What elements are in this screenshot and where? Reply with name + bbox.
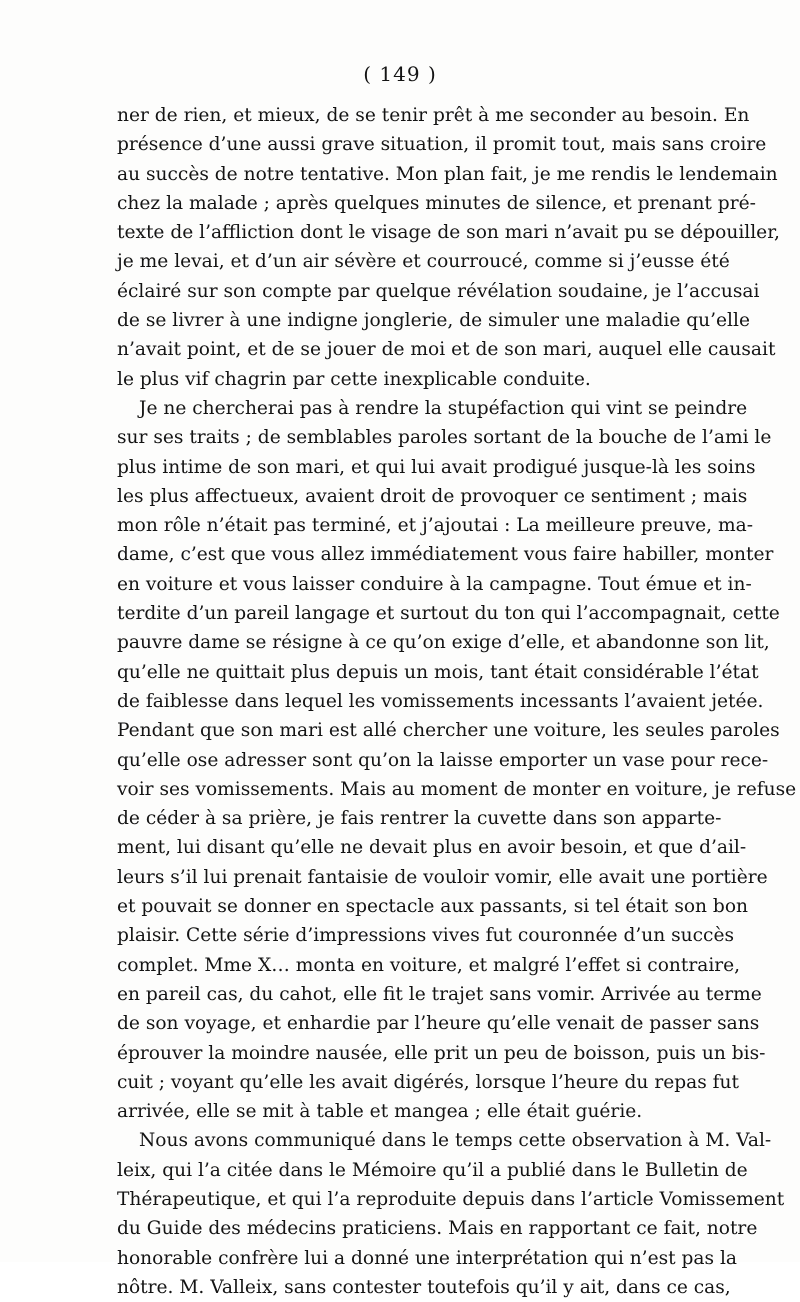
text-line: de se livrer à une indigne jonglerie, de simuler une maladie qu’elle [117,310,750,332]
text-line: arrivée, elle se mit à table et mangea ; elle était guérie. [117,1101,643,1123]
text-line: Je ne chercherai pas à rendre la stupéfaction qui vint se peindre [139,397,748,419]
text-line: Thérapeutique, et qui l’a reproduite depuis dans l’article Vomissement [117,1188,785,1210]
text-line: de faiblesse dans lequel les vomissements incessants l’avaient jetée. [117,690,764,712]
text-line: plaisir. Cette série d’impressions vives fut couronnée d’un succès [117,925,735,947]
text-line: texte de l’affliction dont le visage de son mari n’avait pu se dépouiller, [117,222,780,244]
text-line: plus intime de son mari, et qui lui avait prodigué jusque-là les soins [117,456,756,478]
page-number: ( 149 ) [363,62,437,86]
text-line: leurs s’il lui prenait fantaisie de vouloir vomir, elle avait une portière [117,866,768,888]
text-line: présence d’une aussi grave situation, il promit tout, mais sans croire [117,134,767,156]
text-line: chez la malade ; après quelques minutes de silence, et prenant pré- [117,192,756,214]
text-line: dame, c’est que vous allez immédiatement vous faire habiller, monter [117,544,774,566]
text-line: de céder à sa prière, je fais rentrer la cuvette dans son apparte- [117,808,722,830]
text-line: éprouver la moindre nausée, elle prit un peu de boisson, puis un bis- [117,1042,766,1064]
text-line: complet. Mme X… monta en voiture, et malgré l’effet si contraire, [117,954,741,976]
text-line: Nous avons communiqué dans le temps cette observation à M. Val- [139,1130,772,1152]
text-line: mon rôle n’était pas terminé, et j’ajoutai : La meilleure preuve, ma- [117,515,753,537]
text-line: le plus vif chagrin par cette inexplicable conduite. [117,368,591,390]
paragraph-1 [117,101,780,394]
text-line: je me levai, et d’un air sévère et courroucé, comme si j’eusse été [117,251,730,273]
text-line: de son voyage, et enhardie par l’heure qu’elle venait de passer sans [117,1013,760,1035]
text-line: honorable confrère lui a donné une interprétation qui n’est pas la [117,1247,737,1269]
paragraph-2 [117,394,797,1126]
text-line: qu’elle ne quittait plus depuis un mois, tant était considérable l’état [117,661,759,683]
paragraph-3 [117,1126,785,1302]
text-line: qu’elle ose adresser sont qu’on la laisse emporter un vase pour rece- [117,749,769,771]
text-line: Pendant que son mari est allé chercher une voiture, les seules paroles [117,720,780,742]
text-line: pauvre dame se résigne à ce qu’on exige d’elle, et abandonne son lit, [117,632,770,654]
text-line: n’avait point, et de se jouer de moi et de son mari, auquel elle causait [117,339,776,361]
text-line: éclairé sur son compte par quelque révélation soudaine, je l’accusai [117,280,760,302]
text-line: terdite d’un pareil langage et surtout du ton qui l’accompagnait, cette [117,603,780,625]
text-line: et pouvait se donner en spectacle aux passants, si tel était son bon [117,896,749,918]
text-line: en pareil cas, du cahot, elle fit le trajet sans vomir. Arrivée au terme [117,983,762,1005]
text-line: sur ses traits ; de semblables paroles sortant de la bouche de l’ami le [117,427,772,449]
text-line: au succès de notre tentative. Mon plan fait, je me rendis le lendemain [117,163,778,185]
text-line: nôtre. M. Valleix, sans contester toutefois qu’il y ait, dans ce cas, [117,1276,731,1298]
text-line: les plus affectueux, avaient droit de provoquer ce sentiment ; mais [117,485,748,507]
text-line: du Guide des médecins praticiens. Mais en rapportant ce fait, notre [117,1218,758,1240]
text-line: leix, qui l’a citée dans le Mémoire qu’il a publié dans le Bulletin de [117,1159,748,1181]
text-line: ner de rien, et mieux, de se tenir prêt à me seconder au besoin. En [117,105,750,126]
text-line: voir ses vomissements. Mais au moment de monter en voiture, je refuse [117,778,797,800]
text-line: ment, lui disant qu’elle ne devait plus en avoir besoin, et que d’ail- [117,837,747,859]
text-line: en voiture et vous laisser conduire à la campagne. Tout émue et in- [117,573,752,595]
text-line: cuit ; voyant qu’elle les avait digérés, lorsque l’heure du repas fut [117,1071,739,1093]
body-text [117,101,797,1302]
